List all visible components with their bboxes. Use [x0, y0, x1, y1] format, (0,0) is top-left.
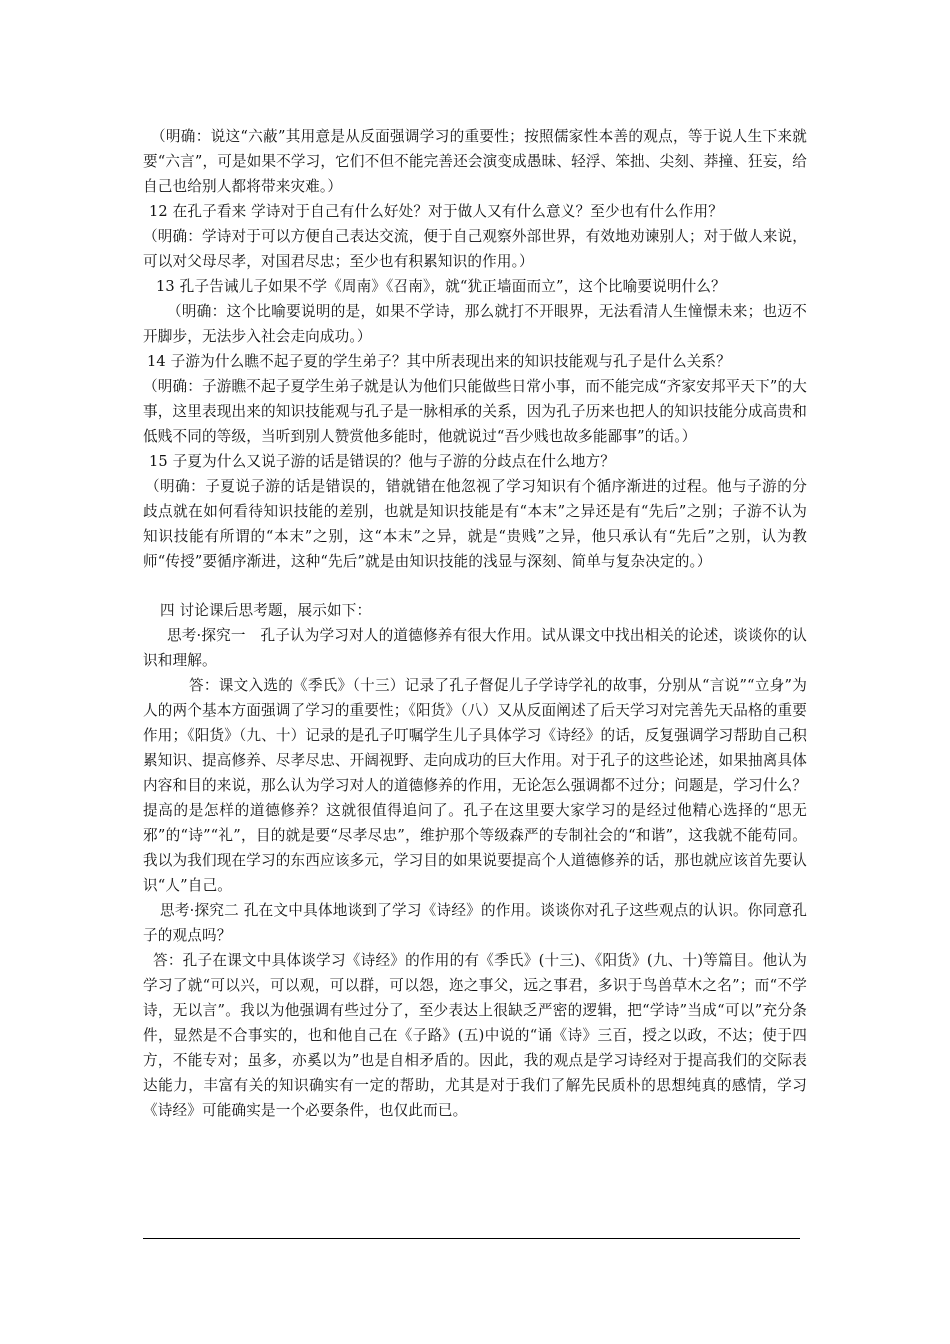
paragraph-clarification-13: （明确：这个比喻要说明的是，如果不学诗，那么就打不开眼界，无法看清人生憧憬未来；也迈不开脚步，无法步入社会走向成功。）: [143, 303, 807, 345]
paragraph-clarification-15: （明确：子夏说子游的话是错误的，错就错在他忽视了学习知识有个循序渐进的过程。他与子游的分歧点就在如何看待知识技能的差别，也就是知识技能是有“本末”之异还是有“先后”之别；子游不认为知识技能有所谓的“本末”之别，这“本末”之异，就是“贵贱”之异，他只承认有“先后”之别，认为教师“传授”要循序渐进，这种“先后”就是由知识技能的浅显与深刻、简单与复杂决定的。）: [143, 478, 807, 570]
exploration-answer-1: 答：课文入选的《季氏》（十三）记录了孔子督促儿子学诗学礼的故事，分别从“言说”“立身”为人的两个基本方面强调了学习的重要性；《阳货》（八）又从反面阐述了后天学习对完善先天品格的重要作用；《阳货》（九、十）记录的是孔子叮嘱学生儿子具体学习《诗经》的话，反复强调学习帮助自己积累知识、提高修养、尽孝尽忠、开阔视野、走向成功的巨大作用。对于孔子的这些论述，如果抽离具体内容和目的来说，那么认为学习对人的道德修养的作用，无论怎么强调都不过分；问题是，学习什么？提高的是怎样的道德修养？这就很值得追问了。孔子在这里要大家学习的是经过他精心选择的“思无邪”的“诗”“礼”，目的就是要“尽孝尽忠”，维护那个等级森严的专制社会的“和谐”，这我就不能苟同。我以为我们现在学习的东西应该多元，学习目的如果说要提高个人道德修养的话，那也就应该首先要认识“人”自己。: [143, 677, 807, 894]
section-heading-discussion: 四 讨论课后思考题，展示如下：: [160, 602, 372, 619]
question-14: 14 子游为什么瞧不起子夏的学生弟子？其中所表现出来的知识技能观与孔子是什么关系？: [147, 353, 731, 370]
paragraph-clarification-six-obscurations: （明确：说这“六蔽”其用意是从反面强调学习的重要性；按照儒家性本善的观点，等于说人生下来就要“六言”，可是如果不学习，它们不但不能完善还会演变成愚昧、轻浮、笨拙、尖刻、莽撞、狂妄，给自己也给别人都将带来灾难。）: [143, 128, 807, 195]
exploration-question-2: 思考·探究二 孔在文中具体地谈到了学习《诗经》的作用。谈谈你对孔子这些观点的认识。你同意孔子的观点吗？: [143, 902, 807, 944]
document-body: [143, 124, 807, 1123]
question-12: 12 在孔子看来 学诗对于自己有什么好处？对于做人又有什么意义？至少也有什么作用？: [149, 203, 723, 220]
section-gap: [143, 574, 807, 598]
footer-divider: [143, 1238, 800, 1239]
paragraph-clarification-12: （明确：学诗对于可以方便自己表达交流，便于自己观察外部世界，有效地劝谏别人；对于做人来说，可以对父母尽孝，对国君尽忠；至少也有积累知识的作用。）: [143, 228, 807, 270]
question-15: 15 子夏为什么又说子游的话是错误的？他与子游的分歧点在什么地方？: [149, 453, 615, 470]
paragraph-clarification-14: （明确：子游瞧不起子夏学生弟子就是认为他们只能做些日常小事，而不能完成“齐家安邦平天下”的大事，这里表现出来的知识技能观与孔子是一脉相承的关系，因为孔子历来也把人的知识技能分成高贵和低贱不同的等级，当听到别人赞赏他多能时，他就说过“吾少贱也故多能鄙事”的话。）: [143, 378, 807, 445]
question-13: 13 孔子告诫儿子如果不学《周南》《召南》，就“犹正墙面而立”，这个比喻要说明什么？: [156, 278, 726, 295]
exploration-answer-2: 答：孔子在课文中具体谈学习《诗经》的作用的有《季氏》(十三)、《阳货》(九、十)等篇目。他认为学习了就“可以兴，可以观，可以群，可以怨，迩之事父，远之事君，多识于鸟兽草木之名”；而“不学诗，无以言”。我以为他强调有些过分了，至少表达上很缺乏严密的逻辑，把“学诗”当成“可以”充分条件，显然是不合事实的，也和他自己在《子路》(五)中说的“诵《诗》三百，授之以政，不达；使于四方，不能专对；虽多，亦奚以为”也是自相矛盾的。因此，我的观点是学习诗经对于提高我们的交际表达能力，丰富有关的知识确实有一定的帮助，尤其是对于我们了解先民质朴的思想纯真的感情，学习《诗经》可能确实是一个必要条件，也仅此而已。: [143, 952, 807, 1119]
exploration-question-1: 思考·探究一 孔子认为学习对人的道德修养有很大作用。试从课文中找出相关的论述，谈谈你的认识和理解。: [143, 627, 807, 669]
